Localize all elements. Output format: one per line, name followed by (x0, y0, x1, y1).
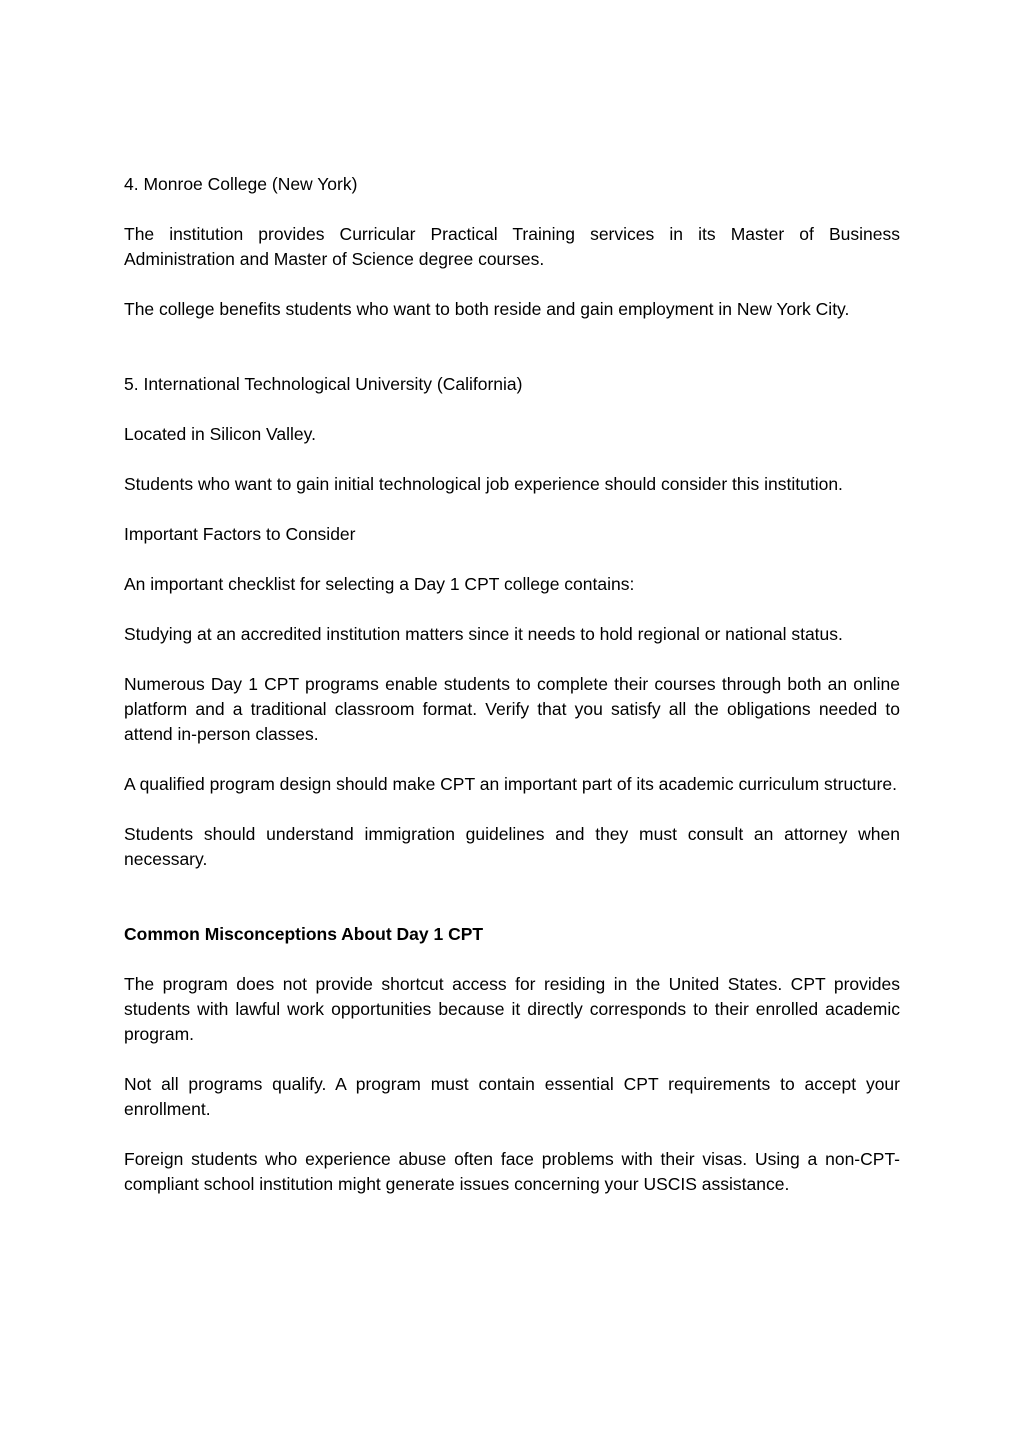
factors-heading: Important Factors to Consider (124, 524, 356, 544)
misconception-item: The program does not provide shortcut access for residing in the United States. CPT provides students with lawful work opportunities because it directly corresponds to their enrolled academic program. (124, 974, 900, 1044)
section-heading-monroe-college: 4. Monroe College (New York) (124, 174, 358, 194)
checklist-item: Studying at an accredited institution matters since it needs to hold regional or national status. (124, 624, 843, 644)
checklist-item: Numerous Day 1 CPT programs enable students to complete their courses through both an online platform and a traditional classroom format. Verify that you satisfy all the obligations needed to attend in-person classes. (124, 674, 900, 744)
misconception-item: Foreign students who experience abuse often face problems with their visas. Using a non-CPT-compliant school institution might generate issues concerning your USCIS assistance. (124, 1149, 900, 1194)
checklist-intro: An important checklist for selecting a Day 1 CPT college contains: (124, 574, 635, 594)
paragraph: Located in Silicon Valley. (124, 424, 316, 444)
checklist-item: A qualified program design should make CPT an important part of its academic curriculum structure. (124, 774, 897, 794)
paragraph: The institution provides Curricular Practical Training services in its Master of Business Administration and Master of Science degree courses. (124, 224, 900, 269)
checklist-item: Students should understand immigration guidelines and they must consult an attorney when necessary. (124, 824, 900, 869)
misconceptions-heading: Common Misconceptions About Day 1 CPT (124, 924, 484, 944)
paragraph: The college benefits students who want to both reside and gain employment in New York City. (124, 299, 850, 319)
misconception-item: Not all programs qualify. A program must contain essential CPT requirements to accept your enrollment. (124, 1074, 900, 1119)
section-heading-itu: 5. International Technological University (California) (124, 374, 523, 394)
document-page (124, 172, 900, 1197)
paragraph: Students who want to gain initial technological job experience should consider this institution. (124, 474, 843, 494)
